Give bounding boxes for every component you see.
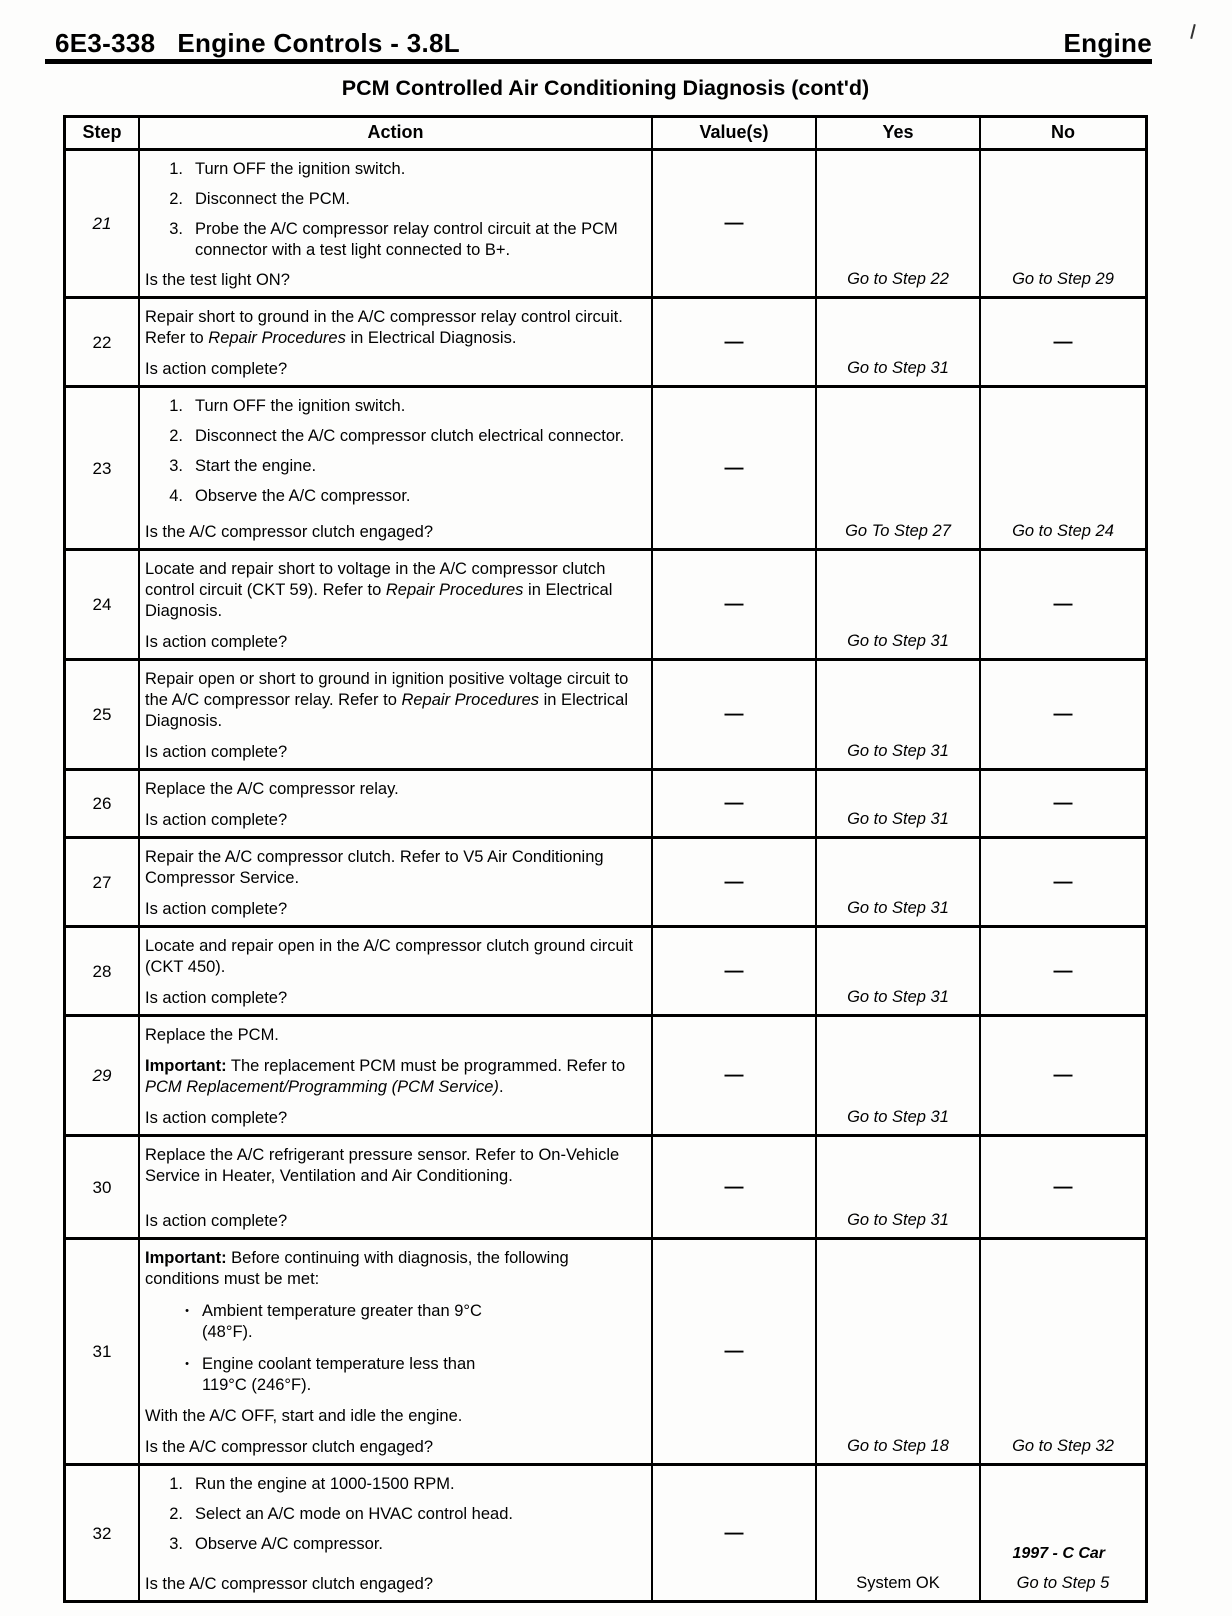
no-dash: — [1053, 1065, 1073, 1086]
value-dash: — [724, 871, 744, 893]
yes-cell [815, 771, 979, 836]
action-cell [138, 388, 651, 548]
step-cell [66, 661, 138, 768]
step-cell [66, 771, 138, 836]
question-text: Is action complete? [145, 1212, 288, 1230]
table-body [66, 148, 1145, 1600]
item-text [195, 456, 643, 477]
action-cell [138, 771, 651, 836]
text-segment: Repair short to ground in the A/C compressor relay control circuit. Refer to [145, 308, 623, 347]
col-header-no: No [979, 118, 1145, 148]
value-cell [651, 661, 815, 768]
step-number: 26 [92, 794, 112, 813]
no-dash: — [1053, 1176, 1073, 1198]
action-bullet-item [145, 1301, 643, 1343]
item-number: 2. [169, 427, 183, 445]
no-result-text: Go to Step 32 [1012, 1437, 1114, 1455]
no-cell [979, 1240, 1145, 1463]
item-number: 1. [169, 160, 183, 178]
action-paragraph [145, 1248, 643, 1290]
section-title: Engine Controls - 3.8L [177, 28, 460, 58]
text-segment: Disconnect the PCM. [195, 190, 350, 208]
yes-result-text: Go to Step 31 [847, 632, 949, 650]
question-text: Is action complete? [145, 743, 288, 761]
text-segment: Repair open or short to ground in ignition positive voltage circuit to the A/C compressor relay. Refer to [145, 670, 629, 709]
text-segment: Replace the A/C refrigerant pressure sensor. Refer to On-Vehicle Service in Heater, Ventilation and Air Conditioning. [145, 1146, 620, 1185]
step-number: 31 [92, 1342, 112, 1361]
value-dash: — [724, 1176, 744, 1198]
table-row-step-26 [66, 768, 1145, 836]
text-segment: Select an A/C mode on HVAC control head. [195, 1505, 513, 1523]
bullet-icon: • [185, 1358, 189, 1370]
step-cell [66, 388, 138, 548]
value-dash: — [724, 793, 744, 814]
item-number: 1. [169, 397, 183, 415]
value-cell [651, 1240, 815, 1463]
text-segment: in Electrical Diagnosis. [145, 691, 628, 730]
step-number: 30 [92, 1177, 112, 1197]
question-text: Is the A/C compressor clutch engaged? [145, 523, 433, 541]
question-text: Is the test light ON? [145, 271, 290, 289]
text-segment: Repair Procedures [401, 691, 540, 709]
action-paragraph [145, 1025, 643, 1046]
yes-cell [815, 661, 979, 768]
question-text: Is action complete? [145, 989, 288, 1007]
action-numbered-item [145, 159, 643, 180]
step-number: 28 [92, 961, 112, 981]
text-segment: Important: [145, 1249, 227, 1267]
yes-result-text: Go to Step 31 [847, 1108, 949, 1126]
action-paragraph [145, 669, 643, 732]
item-number: 3. [169, 457, 183, 475]
text-segment: Replace the A/C compressor relay. [145, 780, 399, 798]
value-dash: — [724, 457, 744, 479]
no-dash: — [1053, 871, 1073, 893]
value-dash: — [724, 331, 744, 353]
text-segment: in Electrical Diagnosis. [145, 581, 613, 620]
step-number: 24 [92, 595, 112, 614]
value-cell [651, 299, 815, 385]
table-row-step-28 [66, 925, 1145, 1014]
table-row-step-30 [66, 1134, 1145, 1237]
action-paragraph [145, 307, 643, 349]
table-row-step-25 [66, 658, 1145, 768]
table-row-step-24 [66, 548, 1145, 658]
action-numbered-item [145, 426, 643, 447]
value-dash: — [724, 1522, 744, 1544]
action-numbered-item [145, 456, 643, 477]
yes-cell [815, 839, 979, 925]
text-segment: Probe the A/C compressor relay control circuit at the PCM connector with a test light connected to B+. [195, 220, 618, 259]
value-cell [651, 551, 815, 658]
question-text: Is action complete? [145, 900, 288, 918]
item-number: 2. [169, 1505, 183, 1523]
item-number: 4. [169, 487, 183, 505]
yes-cell [815, 551, 979, 658]
item-text [195, 486, 643, 507]
no-cell [979, 151, 1145, 296]
no-cell [979, 551, 1145, 658]
text-segment: With the A/C OFF, start and idle the engine. [145, 1407, 463, 1425]
yes-result-text: Go to Step 31 [847, 899, 949, 917]
value-dash: — [724, 704, 744, 725]
yes-result-text: System OK [856, 1574, 940, 1592]
text-segment: Ambient temperature greater than 9°C (48°F). [202, 1302, 482, 1341]
action-paragraph [145, 559, 643, 622]
action-paragraph [145, 847, 643, 889]
diagnosis-table [63, 115, 1148, 1603]
text-segment: Turn OFF the ignition switch. [195, 160, 406, 178]
item-text [195, 426, 643, 447]
value-cell [651, 151, 815, 296]
step-cell [66, 551, 138, 658]
bullet-icon: • [185, 1305, 189, 1317]
step-cell [66, 839, 138, 925]
value-cell [651, 928, 815, 1014]
question-text: Is action complete? [145, 360, 288, 378]
table-title: PCM Controlled Air Conditioning Diagnosis (cont'd) [341, 76, 870, 100]
text-segment: Locate and repair short to voltage in the A/C compressor clutch control circuit (CKT 59). Refer to [145, 560, 606, 599]
item-number: 1. [169, 1475, 183, 1493]
no-dash: — [1053, 793, 1073, 814]
step-number: 21 [92, 214, 112, 233]
value-dash: — [724, 213, 744, 234]
col-header-action: Action [138, 118, 651, 148]
yes-cell [815, 1240, 979, 1463]
no-cell [979, 1137, 1145, 1237]
text-segment: Start the engine. [195, 457, 317, 475]
action-paragraph [145, 1145, 643, 1187]
text-segment: in Electrical Diagnosis. [345, 329, 517, 347]
question-text: Is the A/C compressor clutch engaged? [145, 1438, 433, 1456]
text-segment: Repair the A/C compressor clutch. Refer to V5 Air Conditioning Compressor Service. [145, 848, 604, 887]
table-row-step-23 [66, 385, 1145, 548]
bullet-text [202, 1301, 643, 1343]
action-paragraph [145, 1056, 643, 1098]
yes-result-text: Go to Step 31 [847, 359, 949, 377]
text-segment: Before continuing with diagnosis, the following conditions must be met: [145, 1249, 569, 1288]
question-text: Is the A/C compressor clutch engaged? [145, 1575, 433, 1593]
action-numbered-item [145, 1534, 643, 1555]
value-cell [651, 839, 815, 925]
table-row-step-22 [66, 296, 1145, 385]
value-cell [651, 1137, 815, 1237]
action-cell [138, 1240, 651, 1463]
item-number: 2. [169, 190, 183, 208]
scan-artifact [1190, 24, 1196, 39]
action-paragraph [145, 936, 643, 978]
value-dash: — [724, 960, 744, 982]
step-number: 23 [92, 458, 112, 478]
action-cell [138, 839, 651, 925]
page-number: 6E3-338 [55, 28, 156, 58]
no-cell [979, 299, 1145, 385]
table-row-step-32 [66, 1463, 1145, 1600]
text-segment: Repair Procedures [208, 329, 346, 347]
yes-cell [815, 388, 979, 548]
running-header [55, 28, 1152, 59]
no-dash: — [1053, 960, 1073, 982]
yes-cell [815, 151, 979, 296]
action-numbered-item [145, 189, 643, 210]
no-cell [979, 1466, 1145, 1600]
item-text [195, 396, 643, 417]
question-text: Is action complete? [145, 633, 288, 651]
item-text [195, 159, 643, 180]
no-cell [979, 388, 1145, 548]
value-dash: — [724, 1341, 744, 1362]
text-segment: Locate and repair open in the A/C compressor clutch ground circuit (CKT 450). [145, 937, 633, 976]
yes-cell [815, 1137, 979, 1237]
question-text: Is action complete? [145, 811, 288, 829]
text-segment: Observe A/C compressor. [195, 1535, 383, 1553]
step-cell [66, 1017, 138, 1134]
text-segment: Engine coolant temperature less than 119°C (246°F). [202, 1355, 476, 1394]
no-result-text: Go to Step 24 [1012, 522, 1114, 540]
step-number: 29 [92, 1066, 112, 1085]
step-number: 32 [92, 1523, 112, 1543]
col-header-step: Step [82, 122, 122, 142]
bullet-text [202, 1354, 643, 1396]
item-text [195, 1474, 643, 1495]
no-cell [979, 839, 1145, 925]
value-cell [651, 1017, 815, 1134]
action-paragraph [145, 1406, 643, 1427]
yes-cell [815, 928, 979, 1014]
value-dash: — [724, 1065, 744, 1086]
yes-result-text: Go To Step 27 [845, 522, 951, 540]
no-cell [979, 928, 1145, 1014]
no-result-text: Go to Step 5 [1016, 1574, 1110, 1592]
item-text [195, 219, 643, 261]
yes-result-text: Go to Step 31 [847, 810, 949, 828]
step-cell [66, 1466, 138, 1600]
action-cell [138, 1017, 651, 1134]
no-dash: — [1053, 594, 1073, 615]
no-result-text: Go to Step 29 [1012, 270, 1114, 288]
col-header-values: Value(s) [651, 118, 815, 148]
action-cell [138, 661, 651, 768]
table-row-step-31 [66, 1237, 1145, 1463]
yes-result-text: Go to Step 22 [847, 270, 949, 288]
value-cell [651, 771, 815, 836]
step-number: 27 [92, 872, 112, 892]
question-text: Is action complete? [145, 1109, 288, 1127]
item-number: 3. [169, 1535, 183, 1553]
table-row-step-21 [66, 148, 1145, 296]
col-header-yes: Yes [815, 118, 979, 148]
text-segment: Repair Procedures [385, 581, 524, 599]
value-dash: — [724, 594, 744, 615]
table-header-row [66, 118, 1145, 148]
step-cell [66, 151, 138, 296]
text-segment: Turn OFF the ignition switch. [195, 397, 406, 415]
no-dash: — [1053, 704, 1073, 725]
yes-result-text: Go to Step 31 [847, 742, 949, 760]
text-segment: Disconnect the A/C compressor clutch electrical connector. [195, 427, 625, 445]
no-cell [979, 771, 1145, 836]
action-cell [138, 1466, 651, 1600]
table-row-step-29 [66, 1014, 1145, 1134]
footer-note: 1997 - C Car [1012, 1545, 1105, 1562]
yes-result-text: Go to Step 31 [847, 988, 949, 1006]
step-cell [66, 1137, 138, 1237]
step-cell [66, 299, 138, 385]
action-cell [138, 151, 651, 296]
action-numbered-item [145, 1474, 643, 1495]
header-right-label: Engine [1063, 28, 1152, 58]
yes-result-text: Go to Step 18 [847, 1437, 949, 1455]
item-number: 3. [169, 220, 183, 238]
action-numbered-item [145, 1504, 643, 1525]
action-cell [138, 1137, 651, 1237]
step-number: 25 [92, 705, 112, 724]
no-cell [979, 661, 1145, 768]
item-text [195, 189, 643, 210]
no-cell [979, 1017, 1145, 1134]
action-paragraph [145, 779, 643, 800]
text-segment: . [498, 1078, 504, 1096]
no-dash: — [1053, 331, 1073, 353]
text-segment: PCM Replacement/Programming (PCM Service) [145, 1078, 499, 1096]
action-numbered-item [145, 486, 643, 507]
text-segment: The replacement PCM must be programmed. Refer to [226, 1057, 626, 1075]
yes-cell [815, 1017, 979, 1134]
step-cell [66, 928, 138, 1014]
value-cell [651, 1466, 815, 1600]
text-segment: Run the engine at 1000-1500 RPM. [195, 1475, 455, 1493]
text-segment: Replace the PCM. [145, 1026, 279, 1044]
yes-result-text: Go to Step 31 [847, 1211, 949, 1229]
step-number: 22 [92, 332, 112, 352]
step-cell [66, 1240, 138, 1463]
action-numbered-item [145, 396, 643, 417]
header-rule [45, 59, 1152, 64]
action-numbered-item [145, 219, 643, 261]
text-segment: Observe the A/C compressor. [195, 487, 411, 505]
item-text [195, 1534, 643, 1555]
yes-cell [815, 299, 979, 385]
action-bullet-item [145, 1354, 643, 1396]
table-row-step-27 [66, 836, 1145, 925]
yes-cell [815, 1466, 979, 1600]
action-cell [138, 299, 651, 385]
item-text [195, 1504, 643, 1525]
text-segment: Important: [145, 1057, 227, 1075]
value-cell [651, 388, 815, 548]
action-cell [138, 551, 651, 658]
action-cell [138, 928, 651, 1014]
